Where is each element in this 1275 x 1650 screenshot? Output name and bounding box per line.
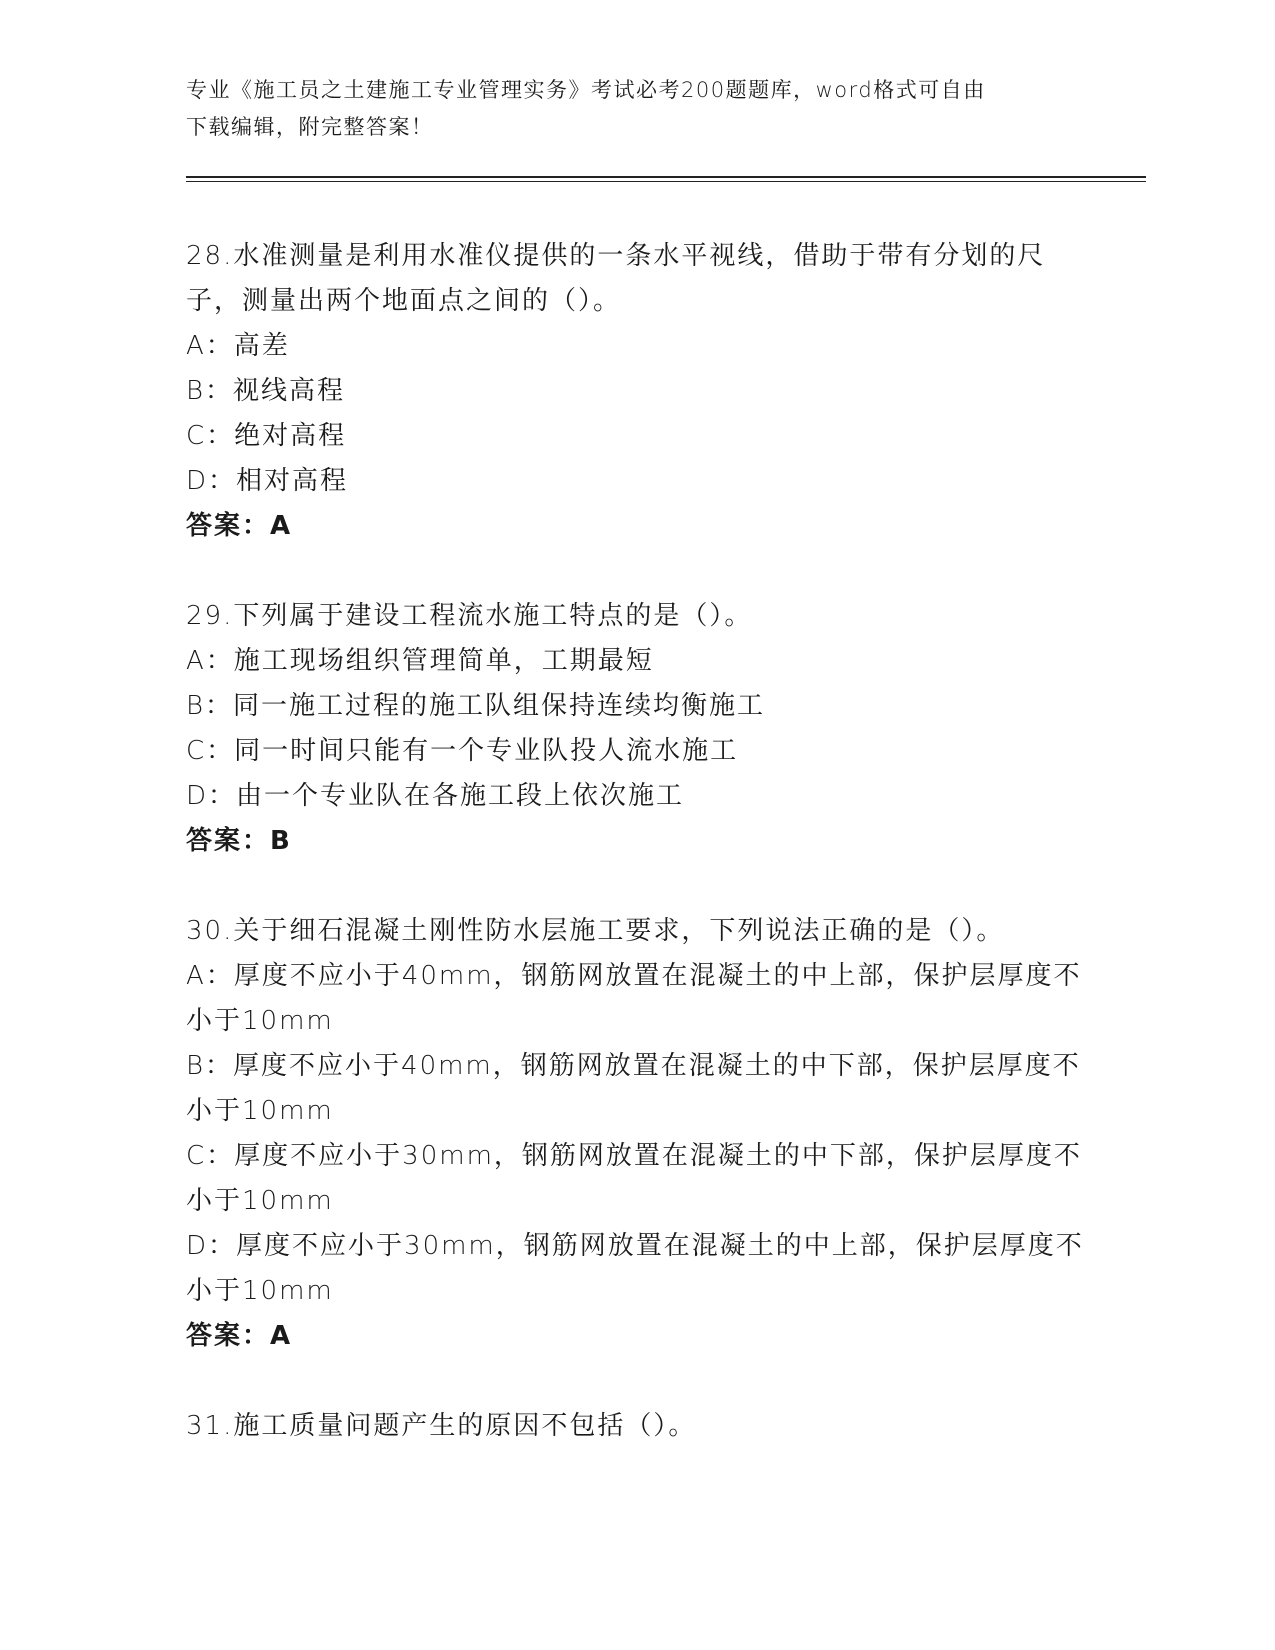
answer-line: 答案：A [186,1321,293,1351]
option-d: D：厚度不应小于30mm，钢筋网放置在混凝土的中上部，保护层厚度不 [186,1231,1084,1261]
option-b: B：视线高程 [186,376,346,406]
question-stem: 28.水准测量是利用水准仪提供的一条水平视线，借助于带有分划的尺 [186,241,1046,271]
option-a: A：施工现场组织管理简单，工期最短 [186,646,654,676]
option-c: C：厚度不应小于30mm，钢筋网放置在混凝土的中下部，保护层厚度不 [186,1141,1082,1171]
header-line-2: 下载编辑，附完整答案！ [186,115,434,139]
question-28 [186,234,1086,549]
header-divider-thin [186,181,1146,182]
question-list [186,234,1086,1449]
header-line-1: 专业《施工员之土建施工专业管理实务》考试必考200题题库，word格式可自由 [186,78,986,102]
question-stem: 30.关于细石混凝土刚性防水层施工要求，下列说法正确的是（）。 [186,916,1005,946]
document-header [186,72,1086,146]
option-b: B：同一施工过程的施工队组保持连续均衡施工 [186,691,766,721]
option-d: D：相对高程 [186,466,349,496]
option-d-continued: 小于10mm [186,1276,334,1306]
option-c: C：同一时间只能有一个专业队投人流水施工 [186,736,739,766]
option-a: A：高差 [186,331,290,361]
option-d: D：由一个专业队在各施工段上依次施工 [186,781,685,811]
option-b: B：厚度不应小于40mm，钢筋网放置在混凝土的中下部，保护层厚度不 [186,1051,1081,1081]
option-b-continued: 小于10mm [186,1096,334,1126]
question-stem: 29.下列属于建设工程流水施工特点的是（）。 [186,601,753,631]
header-divider-thick [186,176,1146,178]
option-c-continued: 小于10mm [186,1186,334,1216]
option-c: C：绝对高程 [186,421,347,451]
answer-line: 答案：A [186,511,293,541]
question-29 [186,594,1086,864]
option-a: A：厚度不应小于40mm，钢筋网放置在混凝土的中上部，保护层厚度不 [186,961,1082,991]
question-stem: 31.施工质量问题产生的原因不包括（）。 [186,1411,697,1441]
option-a-continued: 小于10mm [186,1006,334,1036]
answer-line: 答案：B [186,826,292,856]
question-31 [186,1404,1086,1449]
question-30 [186,909,1086,1359]
question-stem: 子，测量出两个地面点之间的（）。 [186,286,622,316]
